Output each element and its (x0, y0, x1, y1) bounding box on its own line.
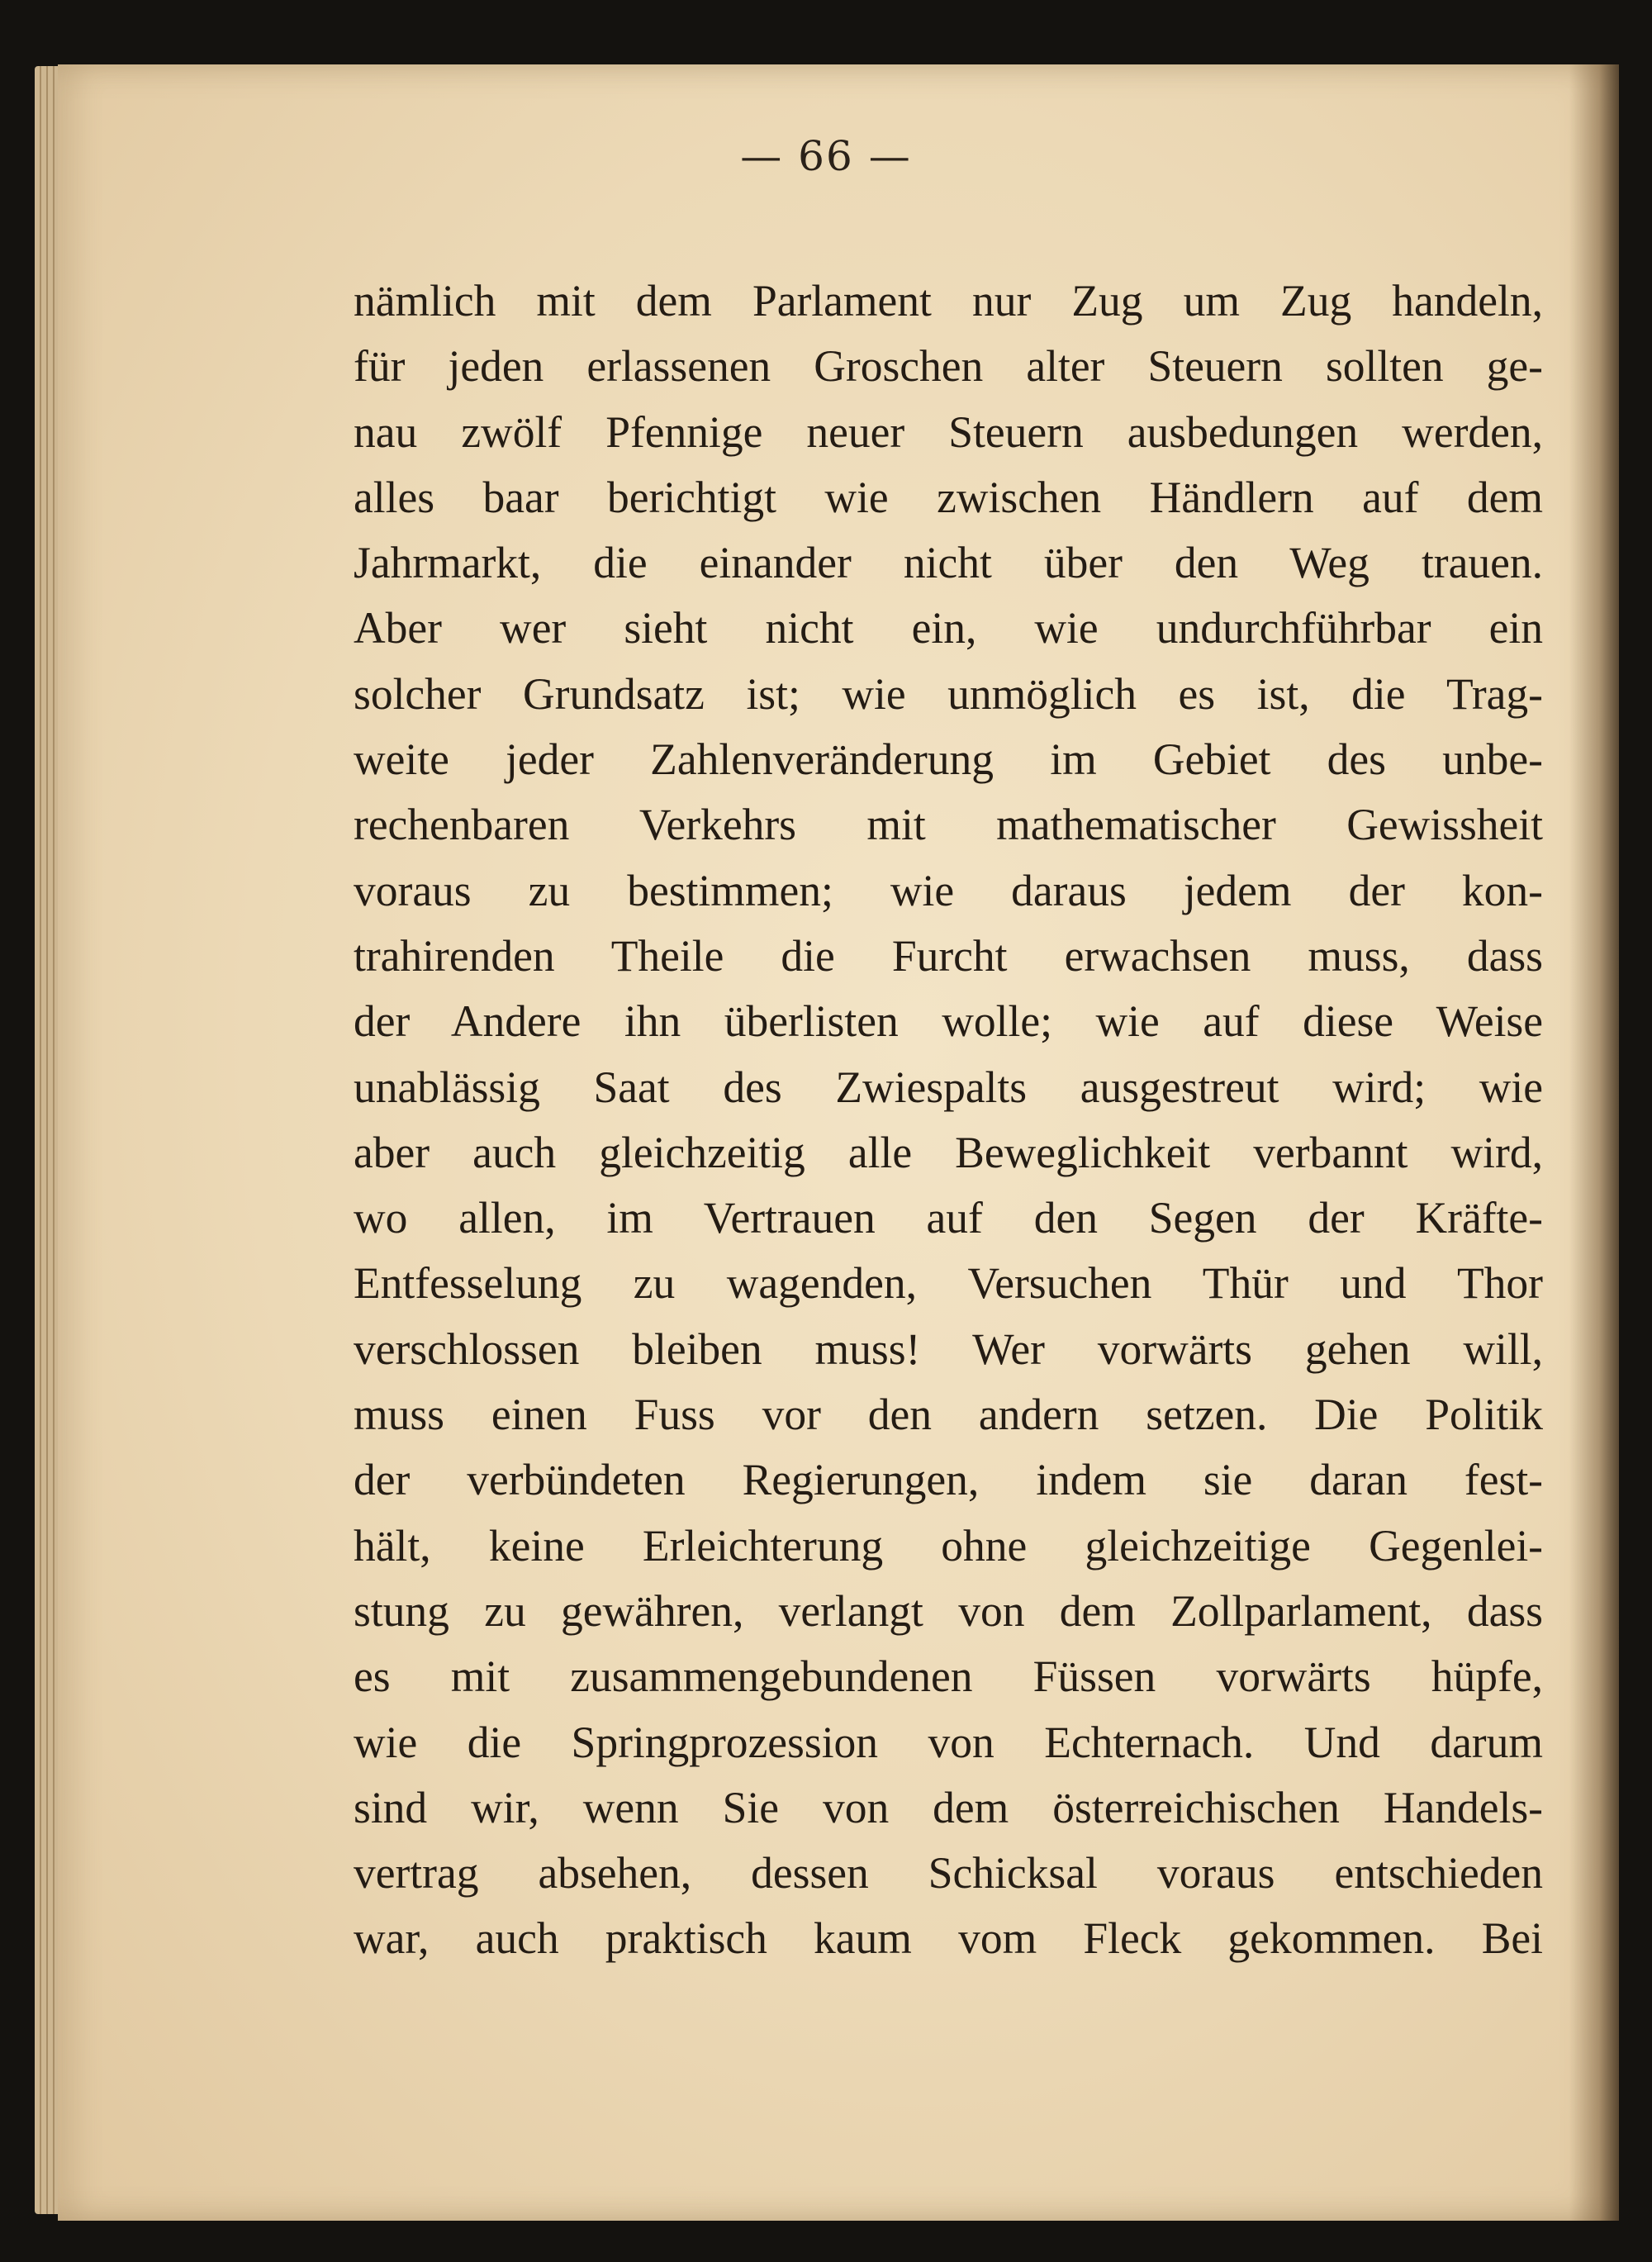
text-line: stung zu gewähren, verlangt von dem Zollparlament, dass (354, 1585, 1543, 1636)
text-line: für jeden erlassenen Groschen alter Steuern sollten ge- (354, 341, 1543, 392)
text-line: sind wir, wenn Sie von dem österreichischen Handels- (354, 1782, 1543, 1832)
text-line: rechenbaren Verkehrs mit mathematischer Gewissheit (354, 800, 1543, 850)
text-line: nau zwölf Pfennige neuer Steuern ausbedungen werden, (354, 406, 1543, 457)
text-line: wo allen, im Vertrauen auf den Segen der Kräfte- (354, 1193, 1543, 1243)
text-line: voraus zu bestimmen; wie daraus jedem der kon- (354, 865, 1543, 915)
text-line: hält, keine Erleichterung ohne gleichzeitige Gegenlei- (354, 1520, 1543, 1571)
binding-gutter (1569, 64, 1619, 2221)
text-line: wie die Springprozession von Echternach. Und darum (354, 1717, 1543, 1767)
text-line: alles baar berichtigt wie zwischen Händlern auf dem (354, 472, 1543, 522)
body-text (354, 268, 1543, 1972)
text-line: war, auch praktisch kaum vom Fleck gekommen. Bei (354, 1913, 1543, 1964)
page-number: — 66 — (740, 132, 912, 180)
text-line: der Andere ihn überlisten wolle; wie auf diese Weise (354, 996, 1543, 1047)
text-line: nämlich mit dem Parlament nur Zug um Zug handeln, (354, 276, 1543, 326)
text-line: Entfesselung zu wagenden, Versuchen Thür und Thor (354, 1258, 1543, 1309)
text-line: trahirenden Theile die Furcht erwachsen muss, dass (354, 930, 1543, 981)
text-line: vertrag absehen, dessen Schicksal voraus entschieden (354, 1848, 1543, 1898)
text-line: verschlossen bleiben muss! Wer vorwärts gehen will, (354, 1323, 1543, 1374)
text-line: Aber wer sieht nicht ein, wie undurchführbar ein (354, 603, 1543, 653)
text-line: solcher Grundsatz ist; wie unmöglich es ist, die Trag- (354, 668, 1543, 719)
text-line: der verbündeten Regierungen, indem sie daran fest- (354, 1455, 1543, 1505)
text-line: es mit zusammengebundenen Füssen vorwärts hüpfe, (354, 1651, 1543, 1702)
text-line: unablässig Saat des Zwiespalts ausgestreut wird; wie (354, 1062, 1543, 1112)
text-line: Jahrmarkt, die einander nicht über den Weg trauen. (354, 538, 1543, 588)
text-line: weite jeder Zahlenveränderung im Gebiet des unbe- (354, 734, 1543, 785)
text-line: aber auch gleichzeitig alle Beweglichkeit verbannt wird, (354, 1127, 1543, 1177)
text-line: muss einen Fuss vor den andern setzen. Die Politik (354, 1390, 1543, 1440)
